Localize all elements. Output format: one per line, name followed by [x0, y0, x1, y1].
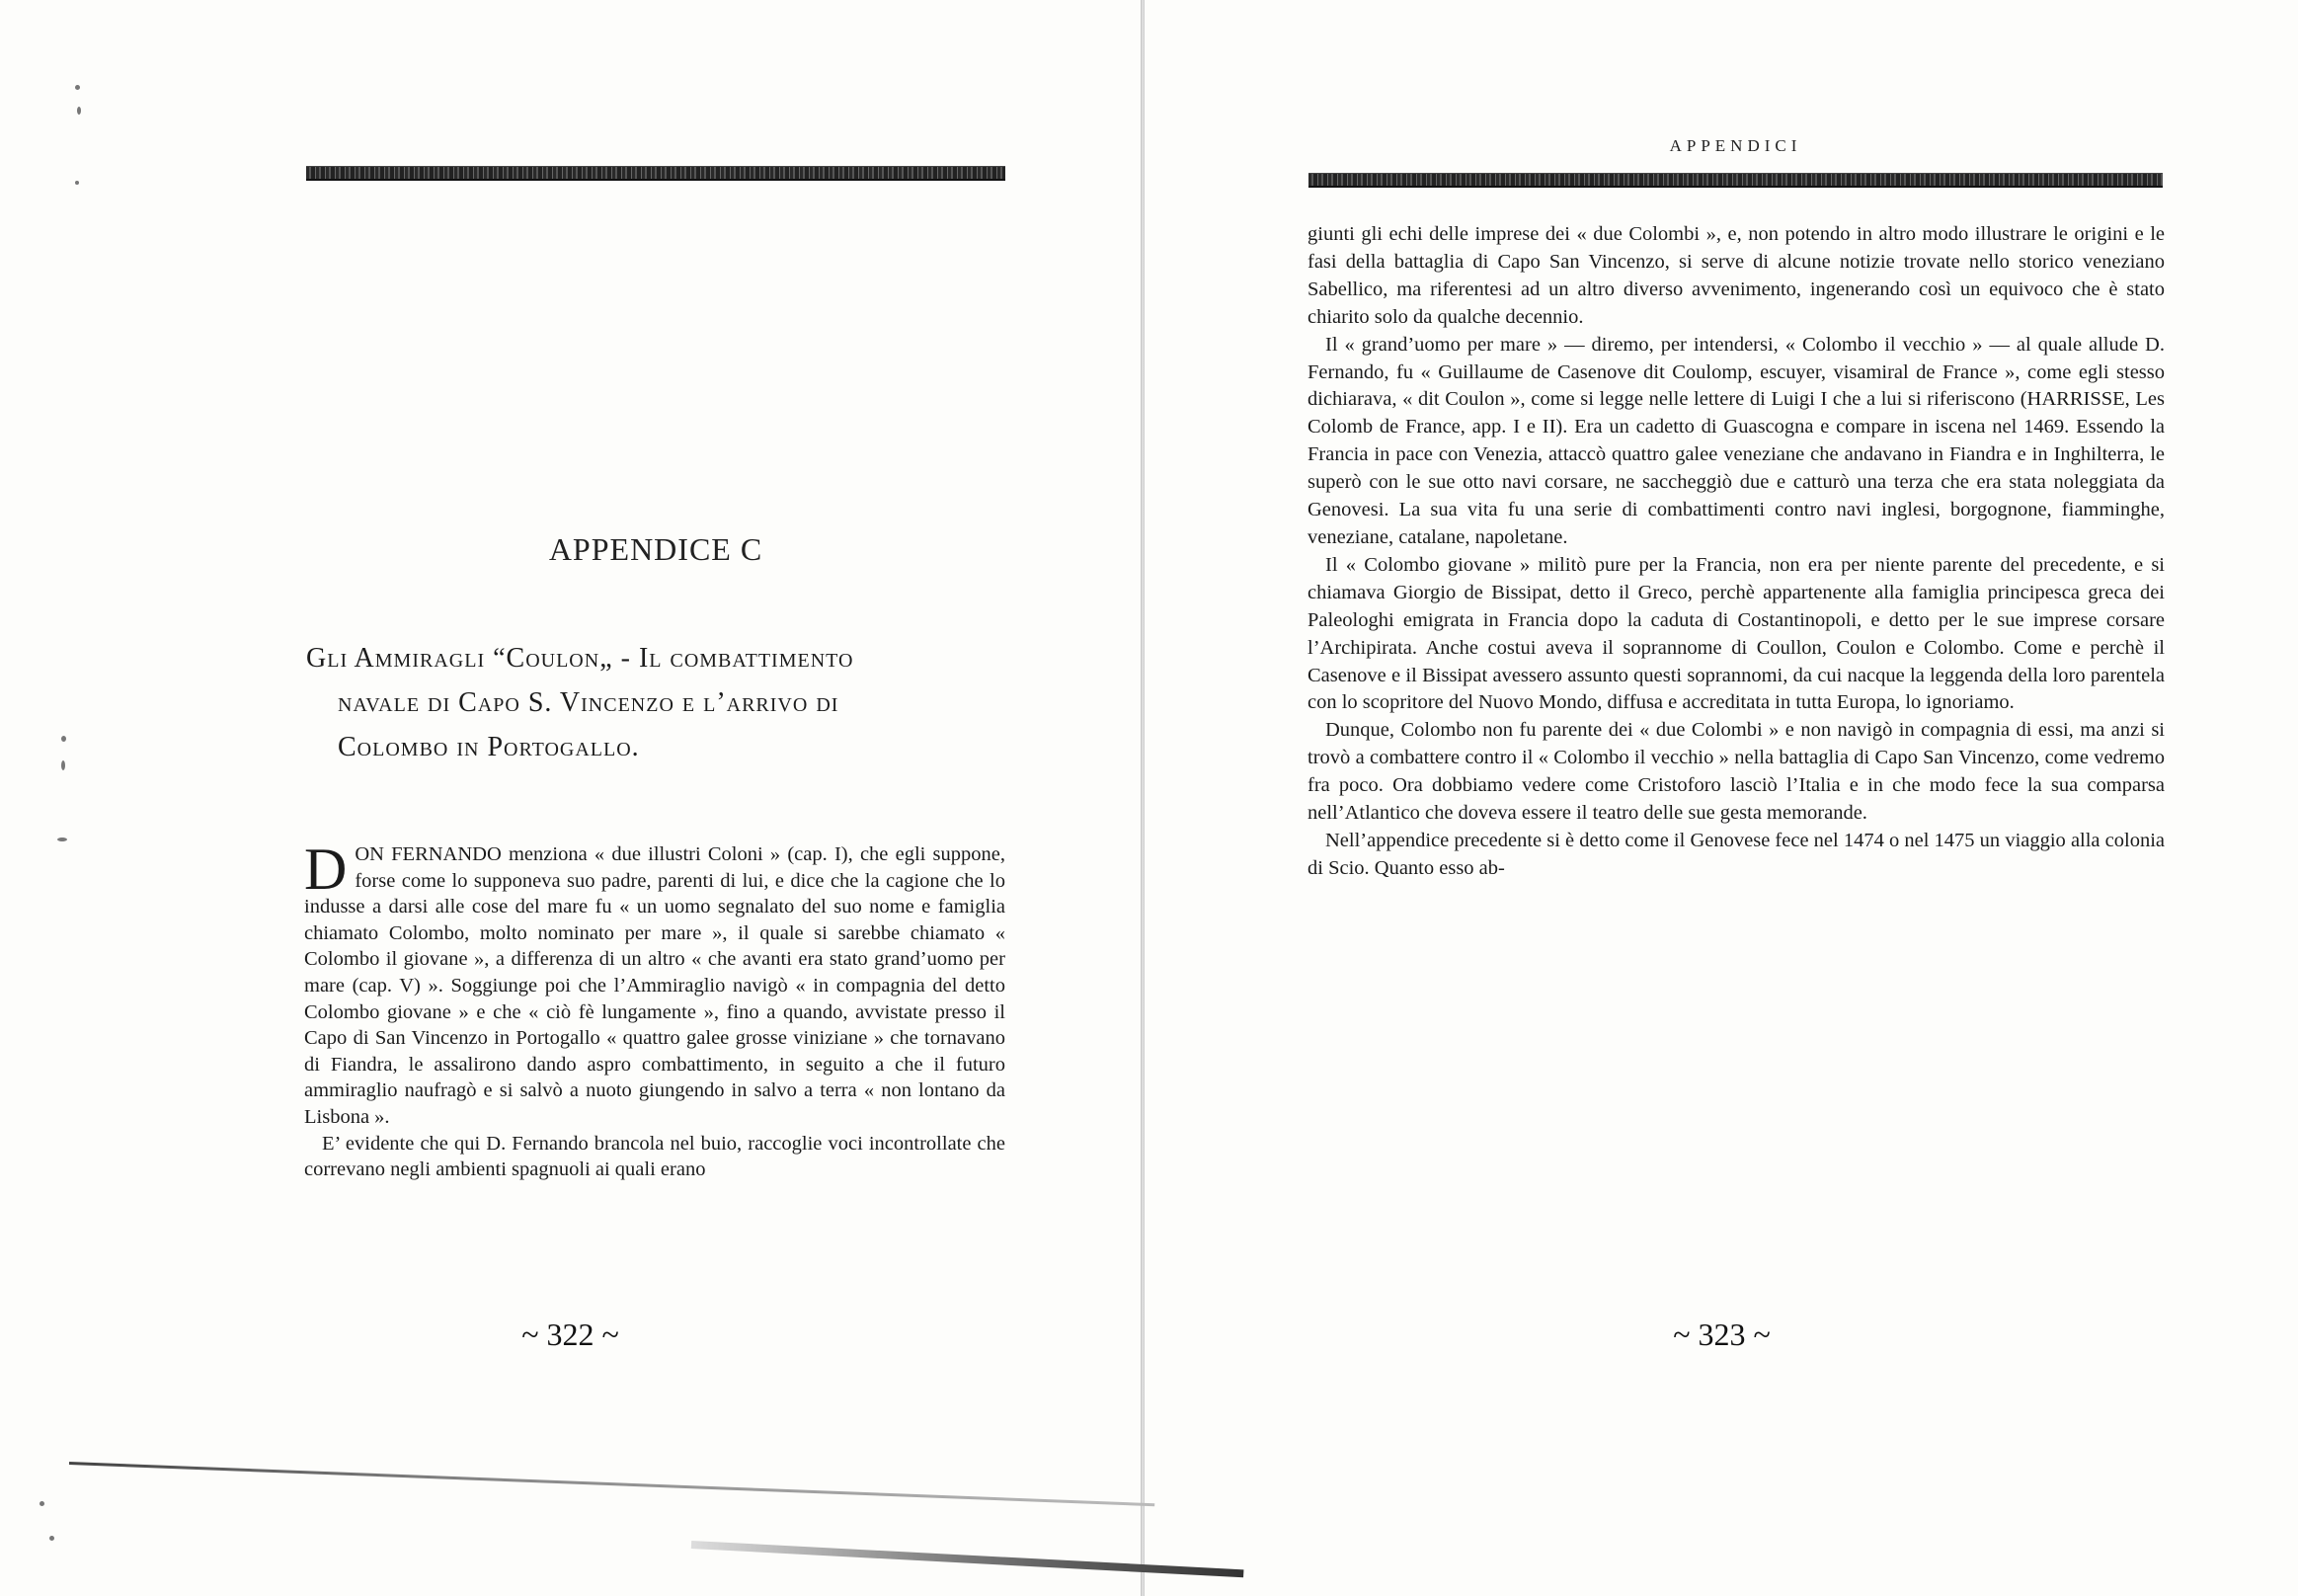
page-number: ~ 322 ~ — [521, 1317, 619, 1352]
scan-speck — [61, 760, 65, 770]
chapter-heading-line-1: Gli Ammiragli “Coulon„ - Il combattimento — [306, 643, 854, 674]
book-gutter — [1141, 0, 1145, 1596]
left-page — [0, 0, 1141, 1596]
scan-speck — [57, 838, 67, 841]
right-body-text — [1307, 221, 2165, 883]
header-rule — [306, 166, 1005, 181]
paragraph — [304, 837, 1005, 1131]
paragraph: Nell’appendice precedente si è detto come il Genovese fece nel 1474 o nel 1475 un viaggio alla colonia di Scio. Quanto esso ab- — [1307, 829, 2165, 879]
right-page — [1146, 0, 2298, 1596]
chapter-heading-line-2: navale di Capo S. Vincenzo e l’arrivo di — [338, 687, 839, 718]
drop-cap: D — [304, 837, 348, 902]
paragraph: Il « Colombo giovane » militò pure per la Francia, non era per niente parente del precedente, e si chiamava Giorgio de Bissipat, detto il Greco, perchè appartenente alla famiglia principesca greca dei Paleologhi emigrata in Francia dopo la caduta di Costantinopoli, e detto per le sue imprese corsare l’Archipirata. Anche costui aveva il soprannome di Coullon, Coulon e Colombo. Come e perchè il Casenove e il Bissipat avessero assunto questi soprannomi, da cui nacque la leggenda della loro parentela con lo scopritore del Nuovo Mondo, diffusa e accreditata in tutta Europa, lo ignoriamo. — [1307, 553, 2165, 714]
paragraph: giunti gli echi delle imprese dei « due Colombi », e, non potendo in altro modo illustrare le origini e le fasi della battaglia di Capo San Vincenzo, si serve di alcune notizie trovate nello storico veneziano Sabellico, ma riferentesi ad un altro diverso avvenimento, ingenerando così un equivoco che è stato chiarito solo da qualche decennio. — [1307, 223, 2165, 328]
paragraph: Il « grand’uomo per mare » — diremo, per intendersi, « Colombo il vecchio » — al quale allude D. Fernando, fu « Guillaume de Casenove dit Coulomp, escuyer, visamiral de France », come egli stesso dichiarava, « dit Coulon », come si legge nelle lettere di Luigi I che a lui si riferiscono (HARRISSE, Les Colomb de France, app. I e II). Era un cadetto di Guascogna e compare in iscena nel 1469. Essendo la Francia in pace con Venezia, attaccò quattro galee veneziane che andavano in Fiandra e in Inghilterra, le superò con le sue otto navi corsare, ne saccheggiò due e catturò una terza che era stata noleggiata da Genovesi. La sua vita fu una serie di combattimenti contro navi inglesi, borgognone, fiamminghe, veneziane, catalane, napoletane. — [1307, 333, 2165, 548]
chapter-heading — [306, 636, 1007, 769]
paragraph-text: ON FERNANDO menziona « due illustri Coloni » (cap. I), che egli suppone, forse come lo supponeva suo padre, parenti di lui, e dice che la cagione che lo indusse a darsi alle cose del mare fu « un uomo segnalato del suo nome e famiglia chiamato Colombo, molto nominato per mare », il quale si sarebbe chiamato « Colombo il giovane », a differenza di un altro « che avanti era stato grand’uomo per mare (cap. V) ». Soggiunge poi che l’Ammiraglio navigò « in compagnia del detto Colombo giovane » e che « ciò fè lungamente », fino a quando, avvistate presso il Capo di San Vincenzo in Portogallo « quattro galee grosse viniziane » che tornavano di Fiandra, le assalirono dando aspro combattimento, in seguito a che il futuro ammiraglio naufragò e si salvò a nuoto giungendo in salvo a terra « non lontano da Lisbona ». — [304, 843, 1005, 1128]
appendix-title: APPENDICE C — [548, 531, 763, 567]
scan-speck — [77, 107, 81, 115]
page-number: ~ 323 ~ — [1673, 1317, 1771, 1352]
chapter-heading-line-3: Colombo in Portogallo. — [338, 732, 640, 762]
left-body-text — [304, 837, 1005, 1183]
scan-speck — [49, 1536, 54, 1541]
header-rule — [1308, 173, 2163, 188]
scan-speck — [75, 181, 79, 185]
paragraph: E’ evidente che qui D. Fernando brancola nel buio, raccoglie voci incontrollate che correvano negli ambienti spagnuoli ai quali erano — [304, 1132, 1005, 1181]
scan-speck — [75, 85, 80, 90]
scan-speck — [40, 1501, 44, 1506]
paragraph: Dunque, Colombo non fu parente dei « due Colombi » e non navigò in compagnia di essi, ma anzi si trovò a combattere contro il « Colombo il vecchio » nella battaglia di Capo San Vincenzo, come vedremo fra poco. Ora dobbiamo vedere come Cristoforo lasciò l’Italia e in che modo fece la sua comparsa nell’Atlantico che doveva essere il teatro delle sue gesta memorande. — [1307, 719, 2165, 825]
scan-speck — [61, 736, 66, 742]
running-head: APPENDICI — [1669, 136, 1802, 155]
